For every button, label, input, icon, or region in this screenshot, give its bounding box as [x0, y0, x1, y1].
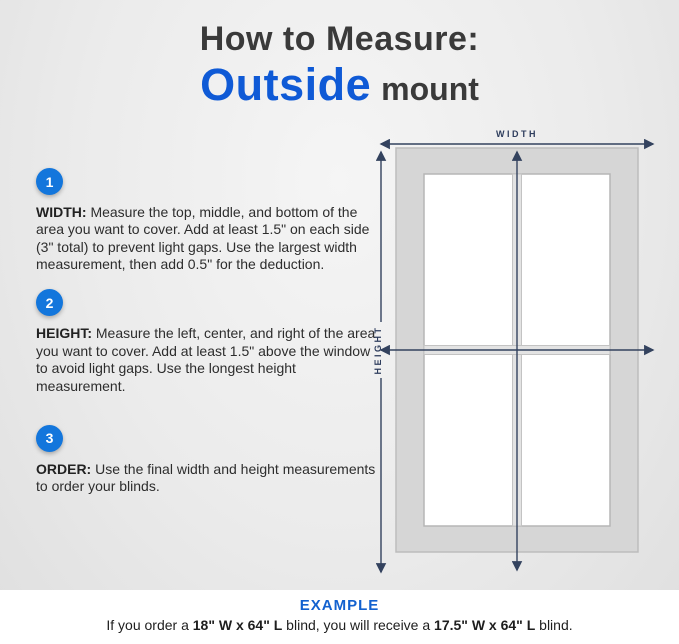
subtitle-highlight: Outside: [200, 59, 372, 110]
step-2: [36, 289, 382, 394]
page-title: How to Measure:: [199, 20, 480, 58]
window-diagram-svg: [372, 126, 670, 590]
step-2-label: HEIGHT:: [36, 325, 92, 342]
step-2-text: [36, 325, 382, 394]
step-1-number-badge: 1: [36, 168, 63, 195]
step-1-text: [36, 204, 382, 273]
step-1-body: Measure the top, middle, and bottom of the area you want to cover. Add at least 1.5" on each side (3" total) to prevent light gaps. Use the largest width measurement, then add 0.5" for the deduction.: [36, 204, 370, 273]
step-3: [36, 425, 382, 496]
step-2-number-badge: 2: [36, 289, 63, 316]
subtitle-rest: mount: [381, 71, 479, 107]
steps-column: [36, 168, 382, 512]
window-diagram: [372, 126, 670, 595]
example-size-received: 17.5" W x 64" L: [434, 617, 536, 633]
page-subtitle: [0, 59, 679, 111]
example-heading: EXAMPLE: [299, 597, 380, 614]
step-1: [36, 168, 382, 273]
width-dimension-label: WIDTH: [496, 129, 538, 139]
example-sentence: [0, 617, 679, 633]
step-3-label: ORDER:: [36, 460, 92, 477]
step-3-text: [36, 461, 382, 496]
example-bar: [0, 590, 679, 644]
step-3-number-badge: 3: [36, 425, 63, 452]
step-2-body: Measure the left, center, and right of the area you want to cover. Add at least 1.5" above the window to avoid light gaps. Use the longest height measurement.: [36, 325, 376, 394]
step-1-label: WIDTH:: [36, 204, 87, 220]
example-suffix: blind.: [535, 617, 573, 633]
example-prefix: If you order a: [106, 617, 193, 633]
title-block: [0, 20, 679, 111]
height-dimension-label: HEIGHT: [373, 325, 383, 375]
step-3-body: Use the final width and height measurements to order your blinds.: [36, 460, 376, 495]
example-middle: blind, you will receive a: [282, 617, 435, 633]
example-size-ordered: 18" W x 64" L: [192, 617, 283, 633]
